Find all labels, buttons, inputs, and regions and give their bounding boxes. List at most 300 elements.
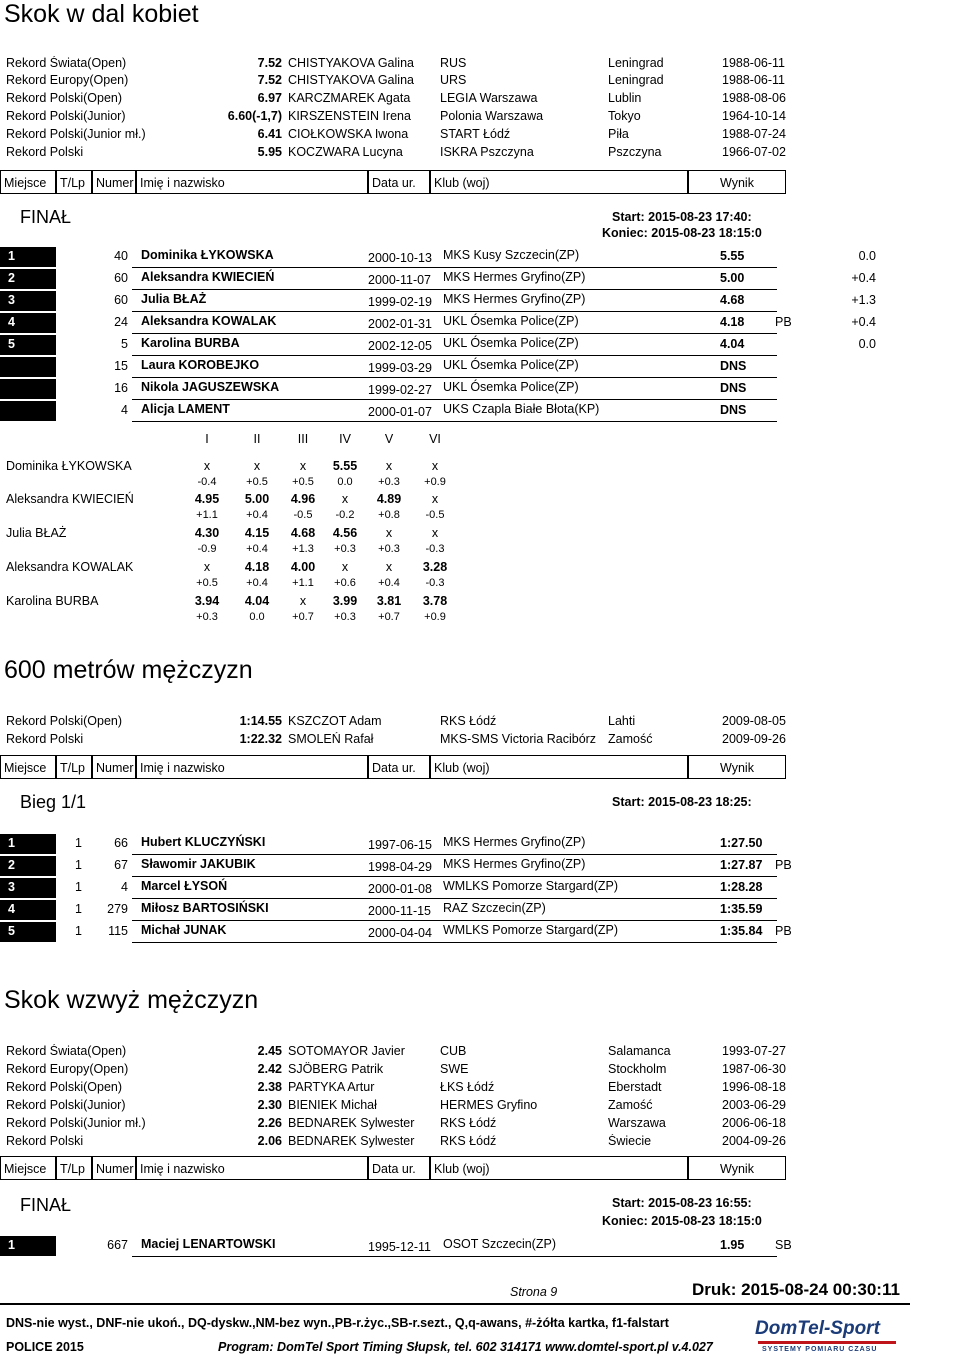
club-name: MKS Hermes Gryfino(ZP) bbox=[443, 835, 586, 849]
bib-number: 16 bbox=[114, 381, 128, 395]
record-holder: KOCZWARA Lucyna bbox=[288, 145, 403, 159]
section-title: Skok wzwyż mężczyzn bbox=[4, 986, 259, 1014]
col-tlp: T/Lp bbox=[56, 1156, 92, 1180]
record-value: 2.30 bbox=[257, 1098, 282, 1112]
record-date: 1966-07-02 bbox=[722, 145, 786, 159]
section-title: Skok w dal kobiet bbox=[4, 0, 199, 28]
attempt-wind: +0.5 bbox=[196, 577, 218, 589]
attempt-mark: x bbox=[203, 459, 211, 473]
result-value: 1:35.59 bbox=[720, 902, 763, 916]
attempt-mark: x bbox=[431, 459, 439, 473]
athlete-name: Julia BŁAŻ bbox=[141, 292, 207, 306]
record-value: 2.06 bbox=[257, 1134, 282, 1148]
record-value: 2.26 bbox=[257, 1116, 282, 1130]
attempt-mark: 4.68 bbox=[290, 526, 316, 540]
record-place: Zamość bbox=[608, 1098, 653, 1112]
attempt-row bbox=[0, 459, 500, 493]
attempt-wind: +0.4 bbox=[246, 543, 268, 555]
record-place: Eberstadt bbox=[608, 1080, 662, 1094]
attempt-wind: +0.6 bbox=[334, 577, 356, 589]
wind: 0.0 bbox=[858, 249, 876, 263]
heat-title: FINAŁ bbox=[20, 207, 72, 227]
attempt-wind: +0.9 bbox=[424, 476, 446, 488]
record-date: 2009-09-26 bbox=[722, 732, 786, 746]
attempt-number: VI bbox=[429, 432, 441, 446]
record-row bbox=[6, 91, 786, 109]
attempt-wind: +1.1 bbox=[292, 577, 314, 589]
wind: +0.4 bbox=[851, 271, 876, 285]
record-date: 1988-06-11 bbox=[722, 73, 786, 87]
record-row bbox=[6, 1080, 786, 1098]
record-date: 1988-07-24 bbox=[722, 127, 786, 141]
start-time: Start: 2015-08-23 16:55: bbox=[612, 1196, 752, 1210]
bib-number: 5 bbox=[121, 337, 128, 351]
record-date: 2009-08-05 bbox=[722, 714, 786, 728]
athlete-name: Sławomir JAKUBIK bbox=[141, 857, 256, 871]
result-row bbox=[0, 378, 960, 400]
bib-number: 667 bbox=[107, 1238, 128, 1252]
attempt-wind: +0.5 bbox=[246, 476, 268, 488]
event-name: POLICE 2015 bbox=[6, 1340, 84, 1354]
result-row bbox=[0, 246, 960, 268]
program-info: Program: DomTel Sport Timing Słupsk, tel. 602 314171 www.domtel-sport.pl v.4.027 bbox=[218, 1340, 713, 1354]
result-row bbox=[0, 899, 960, 921]
record-value: 1:22.32 bbox=[239, 732, 282, 746]
record-place: Salamanca bbox=[608, 1044, 671, 1058]
attempt-mark: x bbox=[299, 594, 307, 608]
record-place: Lublin bbox=[608, 91, 642, 105]
record-badge: PB bbox=[775, 858, 792, 872]
record-row bbox=[6, 1062, 786, 1080]
club-name: UKL Ósemka Police(ZP) bbox=[443, 358, 579, 372]
record-label: Rekord Europy(Open) bbox=[6, 1062, 129, 1076]
attempt-mark: x bbox=[341, 492, 349, 506]
club-name: MKS Hermes Gryfino(ZP) bbox=[443, 857, 586, 871]
record-row bbox=[6, 109, 786, 127]
result-value: 4.04 bbox=[720, 337, 745, 351]
athlete-name: Karolina BURBA bbox=[141, 336, 240, 350]
end-time: Koniec: 2015-08-23 18:15:0 bbox=[602, 226, 762, 240]
attempt-wind: +0.4 bbox=[246, 577, 268, 589]
col-name: Imię i nazwisko bbox=[136, 755, 368, 779]
result-value: 5.55 bbox=[720, 249, 745, 263]
col-result: Wynik bbox=[688, 755, 786, 779]
record-label: Rekord Polski bbox=[6, 732, 84, 746]
result-row bbox=[0, 855, 960, 877]
record-holder: SOTOMAYOR Javier bbox=[288, 1044, 405, 1058]
record-club: RKS Łódź bbox=[440, 1116, 497, 1130]
bib-number: 40 bbox=[114, 249, 128, 263]
attempt-wind: -0.5 bbox=[293, 509, 313, 521]
attempt-wind: +0.4 bbox=[246, 509, 268, 521]
wind: +0.4 bbox=[851, 315, 876, 329]
record-club: ŁKS Łódź bbox=[440, 1080, 495, 1094]
record-label: Rekord Polski(Junior) bbox=[6, 1098, 126, 1112]
club-name: WMLKS Pomorze Stargard(ZP) bbox=[443, 879, 619, 893]
record-value: 2.42 bbox=[257, 1062, 282, 1076]
record-club: START Łódź bbox=[440, 127, 511, 141]
attempt-mark: 4.89 bbox=[376, 492, 402, 506]
attempt-mark: 4.96 bbox=[290, 492, 316, 506]
col-miejsce: Miejsce bbox=[0, 170, 56, 194]
record-value: 1:14.55 bbox=[239, 714, 282, 728]
birth-date: 2000-01-07 bbox=[368, 405, 432, 419]
attempt-wind: -0.5 bbox=[425, 509, 445, 521]
results-header bbox=[0, 170, 786, 196]
result-row bbox=[0, 1235, 960, 1257]
record-row bbox=[6, 73, 786, 91]
athlete-name: Aleksandra KOWALAK bbox=[6, 560, 134, 574]
record-row bbox=[6, 732, 786, 750]
attempt-wind: +0.3 bbox=[334, 611, 356, 623]
bib-number: 67 bbox=[114, 858, 128, 872]
place: 1 bbox=[8, 836, 15, 850]
record-place: Piła bbox=[608, 127, 629, 141]
record-row bbox=[6, 714, 786, 732]
lane-number: 1 bbox=[75, 880, 82, 894]
place: 3 bbox=[8, 293, 15, 307]
result-row bbox=[0, 400, 960, 422]
athlete-name: Hubert KLUCZYŃSKI bbox=[141, 835, 266, 849]
record-value: 6.97 bbox=[257, 91, 282, 105]
record-value: 2.45 bbox=[257, 1044, 282, 1058]
athlete-name: Aleksandra KWIECIEŃ bbox=[141, 270, 275, 284]
bib-number: 60 bbox=[114, 293, 128, 307]
place: 5 bbox=[8, 924, 15, 938]
place: 5 bbox=[8, 337, 15, 351]
place-cell bbox=[0, 357, 56, 377]
record-holder: CHISTYAKOVA Galina bbox=[288, 56, 414, 70]
record-club: Polonia Warszawa bbox=[440, 109, 544, 123]
record-holder: KSZCZOT Adam bbox=[288, 714, 382, 728]
record-label: Rekord Polski(Junior mł.) bbox=[6, 1116, 146, 1130]
athlete-name: Miłosz BARTOSIŃSKI bbox=[141, 901, 269, 915]
record-club: RKS Łódź bbox=[440, 1134, 497, 1148]
row-divider bbox=[132, 421, 777, 422]
record-holder: PARTYKA Artur bbox=[288, 1080, 375, 1094]
birth-date: 1995-12-11 bbox=[368, 1240, 432, 1254]
heat-title: Bieg 1/1 bbox=[20, 792, 87, 812]
club-name: OSOT Szczecin(ZP) bbox=[443, 1237, 556, 1251]
attempt-wind: -0.4 bbox=[197, 476, 217, 488]
record-label: Rekord Polski bbox=[6, 1134, 84, 1148]
attempt-wind: +0.7 bbox=[292, 611, 314, 623]
record-club: CUB bbox=[440, 1044, 467, 1058]
lane-number: 1 bbox=[75, 858, 82, 872]
club-name: UKS Czapla Białe Błota(KP) bbox=[443, 402, 600, 416]
record-place: Zamość bbox=[608, 732, 653, 746]
record-row bbox=[6, 1098, 786, 1116]
heat-title: FINAŁ bbox=[20, 1195, 72, 1215]
record-badge: SB bbox=[775, 1238, 792, 1252]
record-place: Leningrad bbox=[608, 73, 664, 87]
record-club: LEGIA Warszawa bbox=[440, 91, 538, 105]
attempt-mark: 3.99 bbox=[332, 594, 358, 608]
place-cell bbox=[0, 379, 56, 399]
attempt-wind: +0.3 bbox=[196, 611, 218, 623]
page-number: Strona 9 bbox=[510, 1285, 558, 1299]
record-holder: BEDNAREK Sylwester bbox=[288, 1116, 415, 1130]
record-badge: PB bbox=[775, 924, 792, 938]
col-tlp: T/Lp bbox=[56, 170, 92, 194]
club-name: RAZ Szczecin(ZP) bbox=[443, 901, 546, 915]
record-date: 2004-09-26 bbox=[722, 1134, 786, 1148]
col-numer: Numer bbox=[92, 1156, 136, 1180]
athlete-name: Laura KOROBEJKO bbox=[141, 358, 260, 372]
col-name: Imię i nazwisko bbox=[136, 1156, 368, 1180]
attempt-mark: x bbox=[385, 560, 393, 574]
attempt-mark: x bbox=[341, 560, 349, 574]
result-value: DNS bbox=[720, 381, 747, 395]
result-value: 5.00 bbox=[720, 271, 745, 285]
record-date: 1964-10-14 bbox=[722, 109, 786, 123]
attempt-wind: +1.3 bbox=[292, 543, 314, 555]
attempt-mark: 4.30 bbox=[194, 526, 220, 540]
bib-number: 4 bbox=[121, 880, 128, 894]
record-row bbox=[6, 1134, 786, 1152]
record-place: Tokyo bbox=[608, 109, 641, 123]
bib-number: 115 bbox=[108, 924, 128, 938]
record-holder: KIRSZENSTEIN Irena bbox=[288, 109, 411, 123]
col-name: Imię i nazwisko bbox=[136, 170, 368, 194]
record-value: 6.41 bbox=[257, 127, 282, 141]
col-dob: Data ur. bbox=[368, 170, 430, 194]
attempt-wind: -0.9 bbox=[197, 543, 217, 555]
record-value: 7.52 bbox=[257, 56, 282, 70]
record-place: Pszczyna bbox=[608, 145, 662, 159]
record-value: 5.95 bbox=[257, 145, 282, 159]
attempt-row bbox=[0, 526, 500, 560]
attempt-mark: x bbox=[299, 459, 307, 473]
record-holder: BEDNAREK Sylwester bbox=[288, 1134, 415, 1148]
results-header bbox=[0, 755, 786, 781]
place: 2 bbox=[8, 858, 15, 872]
results-header bbox=[0, 1156, 786, 1182]
club-name: UKL Ósemka Police(ZP) bbox=[443, 380, 579, 394]
attempt-mark: x bbox=[253, 459, 261, 473]
athlete-name: Dominika ŁYKOWSKA bbox=[141, 248, 274, 262]
print-date: Druk: 2015-08-24 00:30:11 bbox=[692, 1280, 900, 1299]
record-holder: KARCZMAREK Agata bbox=[288, 91, 411, 105]
attempt-row bbox=[0, 492, 500, 526]
attempt-wind: +0.5 bbox=[292, 476, 314, 488]
legend: DNS-nie wyst., DNF-nie ukoń., DQ-dyskw.,NM-bez wyn.,PB-r.życ.,SB-r.sezt., Q,q-awans, #-żółta kartka, f1-falstart bbox=[6, 1316, 669, 1330]
col-result: Wynik bbox=[688, 1156, 786, 1180]
club-name: UKL Ósemka Police(ZP) bbox=[443, 314, 579, 328]
place-cell bbox=[0, 401, 56, 421]
result-value: 1:27.87 bbox=[720, 858, 763, 872]
athlete-name: Karolina BURBA bbox=[6, 594, 99, 608]
col-club: Klub (woj) bbox=[430, 1156, 688, 1180]
result-value: 4.18 bbox=[720, 315, 745, 329]
record-label: Rekord Polski(Open) bbox=[6, 1080, 123, 1094]
record-label: Rekord Świata(Open) bbox=[6, 56, 127, 70]
attempt-number: I bbox=[205, 432, 209, 446]
place: 1 bbox=[8, 1238, 15, 1252]
athlete-name: Michał JUNAK bbox=[141, 923, 227, 937]
attempt-wind: -0.3 bbox=[425, 543, 445, 555]
birth-date: 2000-11-15 bbox=[368, 904, 432, 918]
attempt-wind: 0.0 bbox=[249, 611, 265, 623]
attempt-mark: x bbox=[203, 560, 211, 574]
birth-date: 2002-12-05 bbox=[368, 339, 432, 353]
bib-number: 279 bbox=[107, 902, 128, 916]
lane-number: 1 bbox=[75, 836, 82, 850]
record-place: Leningrad bbox=[608, 56, 664, 70]
record-place: Świecie bbox=[608, 1134, 652, 1148]
attempt-number: V bbox=[384, 432, 394, 446]
col-result: Wynik bbox=[688, 170, 786, 194]
attempt-number: II bbox=[253, 432, 261, 446]
birth-date: 1999-02-27 bbox=[368, 383, 432, 397]
record-label: Rekord Europy(Open) bbox=[6, 73, 129, 87]
record-date: 2006-06-18 bbox=[722, 1116, 786, 1130]
result-row bbox=[0, 356, 960, 378]
attempt-mark: 3.81 bbox=[376, 594, 402, 608]
birth-date: 2000-11-07 bbox=[368, 273, 432, 287]
attempt-mark: x bbox=[385, 459, 393, 473]
record-holder: SJÖBERG Patrik bbox=[288, 1062, 384, 1076]
result-value: 1:27.50 bbox=[720, 836, 763, 850]
birth-date: 1999-03-29 bbox=[368, 361, 432, 375]
lane-number: 1 bbox=[75, 902, 82, 916]
record-club: SWE bbox=[440, 1062, 469, 1076]
record-row bbox=[6, 1044, 786, 1062]
record-holder: CHISTYAKOVA Galina bbox=[288, 73, 414, 87]
logo-text: DomTel-Sport bbox=[755, 1318, 880, 1339]
birth-date: 2002-01-31 bbox=[368, 317, 432, 331]
athlete-name: Alicja LAMENT bbox=[141, 402, 230, 416]
result-value: 1:28.28 bbox=[720, 880, 763, 894]
attempt-mark: x bbox=[431, 526, 439, 540]
record-holder: SMOLEŃ Rafał bbox=[288, 732, 374, 746]
logo-bar bbox=[758, 1341, 896, 1344]
attempt-wind: +0.9 bbox=[424, 611, 446, 623]
section-title: 600 metrów mężczyzn bbox=[4, 656, 253, 684]
result-row bbox=[0, 833, 960, 855]
record-holder: BIENIEK Michał bbox=[288, 1098, 377, 1112]
footer-divider bbox=[0, 1303, 910, 1305]
birth-date: 1997-06-15 bbox=[368, 838, 432, 852]
record-club: HERMES Gryfino bbox=[440, 1098, 538, 1112]
birth-date: 1999-02-19 bbox=[368, 295, 432, 309]
record-row bbox=[6, 1116, 786, 1134]
record-date: 1987-06-30 bbox=[722, 1062, 786, 1076]
start-time: Start: 2015-08-23 17:40: bbox=[612, 210, 752, 224]
result-value: DNS bbox=[720, 359, 747, 373]
attempt-wind: -0.2 bbox=[335, 509, 355, 521]
record-club: ISKRA Pszczyna bbox=[440, 145, 534, 159]
athlete-name: Julia BŁAŻ bbox=[6, 526, 67, 540]
attempt-wind: +0.3 bbox=[378, 476, 400, 488]
record-label: Rekord Polski bbox=[6, 145, 84, 159]
record-value: 2.38 bbox=[257, 1080, 282, 1094]
col-dob: Data ur. bbox=[368, 755, 430, 779]
bib-number: 60 bbox=[114, 271, 128, 285]
athlete-name: Marcel ŁYSOŃ bbox=[141, 879, 228, 893]
record-holder: CIOŁKOWSKA Iwona bbox=[288, 127, 409, 141]
row-divider bbox=[132, 942, 777, 943]
place: 4 bbox=[8, 902, 15, 916]
place: 4 bbox=[8, 315, 15, 329]
attempt-mark: x bbox=[385, 526, 393, 540]
record-label: Rekord Polski(Junior) bbox=[6, 109, 126, 123]
record-date: 1988-08-06 bbox=[722, 91, 786, 105]
record-place: Stockholm bbox=[608, 1062, 667, 1076]
record-label: Rekord Polski(Open) bbox=[6, 714, 123, 728]
attempt-mark: 4.15 bbox=[244, 526, 270, 540]
birth-date: 2000-04-04 bbox=[368, 926, 432, 940]
record-value: 7.52 bbox=[257, 73, 282, 87]
record-club: RKS Łódź bbox=[440, 714, 497, 728]
record-badge: PB bbox=[775, 315, 792, 329]
col-tlp: T/Lp bbox=[56, 755, 92, 779]
record-row bbox=[6, 127, 786, 145]
result-value: 1.95 bbox=[720, 1238, 745, 1252]
attempt-mark: 4.18 bbox=[244, 560, 270, 574]
col-club: Klub (woj) bbox=[430, 170, 688, 194]
attempt-wind: 0.0 bbox=[337, 476, 353, 488]
end-time: Koniec: 2015-08-23 18:15:0 bbox=[602, 1214, 762, 1228]
birth-date: 2000-01-08 bbox=[368, 882, 432, 896]
attempt-number: IV bbox=[339, 432, 351, 446]
record-value: 6.60(-1,7) bbox=[227, 109, 282, 123]
start-time: Start: 2015-08-23 18:25: bbox=[612, 795, 752, 809]
record-row bbox=[6, 56, 786, 74]
result-row bbox=[0, 268, 960, 290]
birth-date: 1998-04-29 bbox=[368, 860, 432, 874]
result-row bbox=[0, 334, 960, 356]
athlete-name: Nikola JAGUSZEWSKA bbox=[141, 380, 280, 394]
attempt-wind: +0.4 bbox=[378, 577, 400, 589]
club-name: MKS Hermes Gryfino(ZP) bbox=[443, 270, 586, 284]
record-label: Rekord Polski(Open) bbox=[6, 91, 123, 105]
record-label: Rekord Polski(Junior mł.) bbox=[6, 127, 146, 141]
lane-number: 1 bbox=[75, 924, 82, 938]
attempt-mark: 4.00 bbox=[290, 560, 316, 574]
bib-number: 15 bbox=[114, 359, 128, 373]
athlete-name: Maciej LENARTOWSKI bbox=[141, 1237, 276, 1251]
col-club: Klub (woj) bbox=[430, 755, 688, 779]
club-name: MKS Kusy Szczecin(ZP) bbox=[443, 248, 580, 262]
attempt-row bbox=[0, 560, 500, 594]
record-club: URS bbox=[440, 73, 467, 87]
record-club: RUS bbox=[440, 56, 467, 70]
record-date: 1993-07-27 bbox=[722, 1044, 786, 1058]
attempt-wind: +0.3 bbox=[334, 543, 356, 555]
place: 3 bbox=[8, 880, 15, 894]
place: 1 bbox=[8, 249, 15, 263]
attempt-mark: 5.00 bbox=[244, 492, 270, 506]
attempt-wind: +0.7 bbox=[378, 611, 400, 623]
attempt-mark: 4.56 bbox=[332, 526, 358, 540]
result-value: DNS bbox=[720, 403, 747, 417]
attempt-wind: +0.8 bbox=[378, 509, 400, 521]
col-numer: Numer bbox=[92, 170, 136, 194]
athlete-name: Aleksandra KOWALAK bbox=[141, 314, 277, 328]
bib-number: 66 bbox=[114, 836, 128, 850]
club-name: UKL Ósemka Police(ZP) bbox=[443, 336, 579, 350]
attempt-mark: 4.04 bbox=[244, 594, 270, 608]
place: 2 bbox=[8, 271, 15, 285]
wind: +1.3 bbox=[851, 293, 876, 307]
attempt-mark: 5.55 bbox=[332, 459, 358, 473]
bib-number: 24 bbox=[114, 315, 128, 329]
wind: 0.0 bbox=[858, 337, 876, 351]
row-divider bbox=[132, 1256, 777, 1257]
col-numer: Numer bbox=[92, 755, 136, 779]
record-row bbox=[6, 145, 786, 163]
